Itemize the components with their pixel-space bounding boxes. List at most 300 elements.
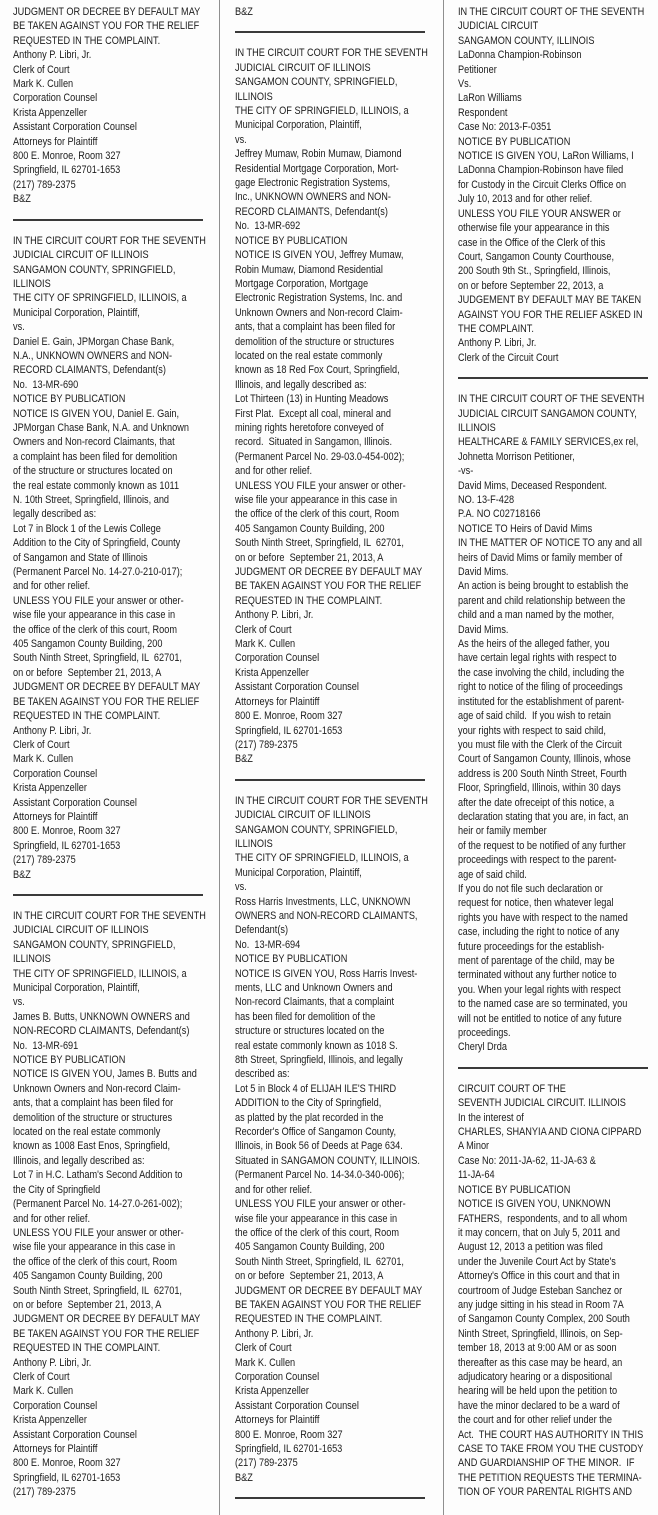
notice-line: you. When your legal rights with respect xyxy=(458,983,621,996)
notice-line: wise file your appearance in this case in xyxy=(13,609,176,622)
notice-line: Cheryl Drda xyxy=(458,1041,507,1054)
notice-line: proceedings with respect to the parent- xyxy=(458,854,617,867)
notice-line: adjudicatory hearing or a dispositional xyxy=(458,1370,613,1383)
notice-line: Lot 5 in Block 4 of ELIJAH ILE'S THIRD xyxy=(235,1082,397,1095)
notice-line: Mortgage Corporation, Mortgage xyxy=(235,277,369,290)
notice-line: N.A., UNKNOWN OWNERS and NON- xyxy=(13,349,173,362)
notice-line: Anthony P. Libri, Jr. xyxy=(13,724,92,737)
notice-line: thereafter as this case may be heard, an xyxy=(458,1356,623,1369)
notice-line: (217) 789-2375 xyxy=(235,1457,298,1470)
notice-line: Attorney's Office in this court and that in xyxy=(458,1270,620,1283)
notice-line: Springfield, IL 62701-1653 xyxy=(235,1443,343,1455)
notice-line: NOTICE BY PUBLICATION xyxy=(458,135,571,148)
notice-line: Krista Appenzeller xyxy=(13,782,87,795)
notice-line: wise file your appearance in this case in xyxy=(235,494,398,506)
notice-line: on or before September 22, 2013, a xyxy=(458,279,604,292)
notice-line: REQUESTED IN THE COMPLAINT. xyxy=(13,34,161,47)
notice-line: (217) 789-2375 xyxy=(13,1486,76,1499)
notice-line: SANGAMON COUNTY, SPRINGFIELD, xyxy=(235,823,398,836)
notice-line: have certain legal rights with respect to xyxy=(458,652,617,665)
notice-line: THE CITY OF SPRINGFIELD, ILLINOIS, a xyxy=(235,105,409,118)
notice-line: to the named case are so terminated, you xyxy=(458,998,628,1011)
section-divider xyxy=(235,31,425,33)
notice-line: Attorneys for Plaintiff xyxy=(13,810,98,823)
notice-line: Floor, Springfield, Illinois, within 30 days xyxy=(458,782,621,795)
notice-line: the case involving the child, including the xyxy=(458,666,625,679)
notice-line: South Ninth Street, Springfield, IL 62701, xyxy=(13,1284,182,1297)
notice-line: RECORD CLAIMANTS, Defendant(s) xyxy=(235,205,388,218)
notice-line: vs. xyxy=(13,321,25,334)
notice-line: CIRCUIT COURT OF THE xyxy=(458,1082,566,1095)
notice-line: of Sangamon and State of Illinois xyxy=(13,551,148,564)
notice-line: Krista Appenzeller xyxy=(13,106,87,119)
notice-line: instituted for the establishment of parent- xyxy=(458,695,625,708)
notice-line: JPMorgan Chase Bank, N.A. and Unknown xyxy=(13,421,189,434)
notice-line: the City of Springfield xyxy=(13,1183,101,1196)
notice-line: CASE TO TAKE FROM YOU THE CUSTODY xyxy=(458,1443,644,1455)
notice-line: An action is being brought to establish the xyxy=(458,580,629,593)
notice-line: Respondent xyxy=(458,106,508,119)
notice-line: NOTICE IS GIVEN YOU, Ross Harris Invest- xyxy=(235,967,418,980)
notice-line: NOTICE BY PUBLICATION xyxy=(458,1183,571,1196)
notice-line: ILLINOIS xyxy=(13,277,51,290)
notice-line: otherwise file your appearance in this xyxy=(458,222,610,235)
legal-notice xyxy=(235,5,443,19)
notice-line: JUDICIAL CIRCUIT OF ILLINOIS xyxy=(235,809,371,822)
notice-line: SANGAMON COUNTY, SPRINGFIELD, xyxy=(13,263,176,276)
notice-line: have the minor declared to be a ward of xyxy=(458,1399,620,1412)
notice-line: Anthony P. Libri, Jr. xyxy=(13,1356,92,1369)
notice-line: (Permanent Parcel No. 14-27.0-261-002); xyxy=(13,1198,183,1211)
notice-line: SANGAMON COUNTY, SPRINGFIELD, xyxy=(13,938,176,951)
notice-line: located on the real estate commonly xyxy=(235,349,383,362)
notice-line: David Mims. xyxy=(458,566,509,579)
notice-line: Owners and Non-record Claimants, that xyxy=(13,436,175,449)
notice-line: (217) 789-2375 xyxy=(13,178,76,191)
notice-line: as platted by the plat recorded in the xyxy=(235,1111,384,1124)
notice-line: ILLINOIS xyxy=(458,421,496,434)
notice-line: Case No: 2011-JA-62, 11-JA-63 & xyxy=(458,1154,596,1167)
notice-line: case, including the right to notice of any xyxy=(458,926,620,939)
notice-line: age of said child. xyxy=(458,868,527,881)
legal-notice xyxy=(13,909,219,1500)
notice-line: REQUESTED IN THE COMPLAINT. xyxy=(13,1342,161,1355)
notice-line: UNLESS YOU FILE your answer or other- xyxy=(13,1226,184,1239)
notice-line: Mark K. Cullen xyxy=(235,1356,296,1369)
notice-line: Krista Appenzeller xyxy=(235,666,309,679)
notice-line: NON-RECORD CLAIMANTS, Defendant(s) xyxy=(13,1025,190,1038)
notice-line: 11-JA-64 xyxy=(458,1169,495,1182)
notice-line: Krista Appenzeller xyxy=(13,1414,87,1427)
notice-line: N. 10th Street, Springfield, Illinois, and xyxy=(13,494,170,506)
notice-line: James B. Butts, UNKNOWN OWNERS and xyxy=(13,1010,190,1023)
notice-line: Lot 7 in H.C. Latham's Second Addition to xyxy=(13,1169,183,1182)
section-divider xyxy=(458,1067,648,1069)
notice-line: Krista Appenzeller xyxy=(235,1385,309,1398)
notice-line: NOTICE TO Heirs of David Mims xyxy=(458,522,593,535)
notice-line: CHARLES, SHANYIA AND CIONA CIPPARD xyxy=(458,1126,642,1139)
notice-line: vs. xyxy=(235,881,247,894)
notice-line: NOTICE IS GIVEN YOU, Jeffrey Mumaw, xyxy=(235,249,404,262)
notice-line: case in the Office of the Clerk of this xyxy=(458,236,606,249)
notice-line: heir or family member xyxy=(458,825,547,838)
notice-line: FATHERS, respondents, and to all whom xyxy=(458,1212,628,1225)
notice-line: Municipal Corporation, Plaintiff, xyxy=(235,119,362,132)
legal-notice xyxy=(235,46,443,766)
notice-line: SEVENTH JUDICIAL CIRCUIT. ILLINOIS xyxy=(458,1097,626,1110)
notice-line: demolition of the structure or structures xyxy=(13,1111,173,1124)
notice-line: legally described as: xyxy=(13,508,97,521)
notice-line: Case No: 2013-F-0351 xyxy=(458,121,552,134)
notice-line: NOTICE IS GIVEN YOU, Daniel E. Gain, xyxy=(13,407,180,420)
notice-line: NOTICE BY PUBLICATION xyxy=(235,953,348,966)
notice-line: address is 200 South Ninth Street, Fourth xyxy=(458,767,627,780)
notice-line: wise file your appearance in this case in xyxy=(13,1241,176,1254)
notice-line: a complaint has been filed for demolition xyxy=(13,450,178,463)
notice-line: JUDICIAL CIRCUIT SANGAMON COUNTY, xyxy=(458,407,637,420)
notice-line: Illinois, in Book 56 of Deeds at Page 634. xyxy=(235,1140,403,1153)
notice-line: of the structure or structures located on xyxy=(13,465,173,478)
notice-line: BE TAKEN AGAINST YOU FOR THE RELIEF xyxy=(13,20,200,33)
notice-line: (Permanent Parcel No. 29-03.0-454-002); xyxy=(235,450,405,463)
notice-line: South Ninth Street, Springfield, IL 62701, xyxy=(13,652,182,665)
notice-line: Ross Harris Investments, LLC, UNKNOWN xyxy=(235,895,411,908)
notice-line: JUDGEMENT BY DEFAULT MAY BE TAKEN xyxy=(458,294,642,307)
notice-line: Corporation Counsel xyxy=(13,92,98,105)
notice-line: the office of the clerk of this court, Room xyxy=(13,1255,178,1268)
notice-line: Inc., UNKNOWN OWNERS and NON- xyxy=(235,191,391,204)
notice-line: proceedings. xyxy=(458,1027,511,1040)
notice-line: LaDonna Champion-Robinson have filed xyxy=(458,164,624,177)
notice-line: BE TAKEN AGAINST YOU FOR THE RELIEF xyxy=(235,580,422,593)
notice-line: Assistant Corporation Counsel xyxy=(235,1399,359,1412)
notice-line: ILLINOIS xyxy=(235,90,273,103)
notice-line: on or before September 21, 2013, A xyxy=(13,1298,162,1311)
notice-line: hearing will be held upon the petition to xyxy=(458,1385,618,1398)
notice-line: ADDITION to the City of Springfield, xyxy=(235,1097,382,1110)
notice-line: OWNERS and NON-RECORD CLAIMANTS, xyxy=(235,909,418,922)
section-divider xyxy=(13,894,203,896)
notice-line: Municipal Corporation, Plaintiff, xyxy=(13,982,140,994)
notice-line: Petitioner xyxy=(458,63,497,76)
notice-line: IN THE CIRCUIT COURT FOR THE SEVENTH xyxy=(13,234,206,247)
notice-line: First Plat. Except all coal, mineral and xyxy=(235,407,392,420)
notice-line: after the date ofreceipt of this notice, a xyxy=(458,796,615,809)
notice-line: JUDGMENT OR DECREE BY DEFAULT MAY xyxy=(13,1313,201,1326)
notice-line: BE TAKEN AGAINST YOU FOR THE RELIEF xyxy=(13,1327,200,1340)
notice-line: THE COMPLAINT. xyxy=(458,322,534,335)
notice-line: Defendant(s) xyxy=(235,924,289,937)
notice-line: wise file your appearance in this case in xyxy=(235,1212,398,1225)
notice-line: Clerk of the Circuit Court xyxy=(458,351,559,364)
notice-line: SANGAMON COUNTY, ILLINOIS xyxy=(458,34,595,47)
notice-line: Anthony P. Libri, Jr. xyxy=(458,337,537,350)
notice-line: Electronic Registration Systems, Inc. and xyxy=(235,292,403,305)
notice-line: 800 E. Monroe, Room 327 xyxy=(13,1457,121,1470)
notice-line: vs. xyxy=(13,996,25,1009)
legal-notice xyxy=(235,794,443,1486)
notice-line: 800 E. Monroe, Room 327 xyxy=(13,150,121,163)
notice-line: the office of the clerk of this court, Room xyxy=(13,623,178,636)
notice-line: THE PETITION REQUESTS THE TERMINA- xyxy=(458,1471,642,1484)
notice-line: terminated without any further notice to xyxy=(458,969,617,982)
notice-line: and for other relief. xyxy=(235,465,313,478)
notice-line: Court, Sangamon County Courthouse, xyxy=(458,250,615,263)
notice-line: Anthony P. Libri, Jr. xyxy=(13,49,92,62)
notice-line: UNLESS YOU FILE your answer or other- xyxy=(235,479,406,492)
notice-line: David Mims, Deceased Respondent. xyxy=(458,479,607,492)
notice-line: B&Z xyxy=(13,193,31,206)
notice-line: will not be entitled to notice of any future xyxy=(458,1012,622,1025)
notice-line: Mark K. Cullen xyxy=(13,1385,74,1398)
notice-line: UNLESS YOU FILE YOUR ANSWER or xyxy=(458,207,621,220)
notice-line: ants, that a complaint has been filed for xyxy=(13,1097,174,1110)
notice-line: Lot 7 in Block 1 of the Lewis College xyxy=(13,522,161,535)
notice-line: THE CITY OF SPRINGFIELD, ILLINOIS, a xyxy=(235,852,409,865)
notice-line: on or before September 21, 2013, A xyxy=(13,666,162,679)
notice-line: Anthony P. Libri, Jr. xyxy=(235,609,314,622)
notice-line: LaDonna Champion-Robinson xyxy=(458,49,582,62)
legal-notice xyxy=(458,1082,658,1500)
notice-line: Clerk of Court xyxy=(235,623,292,636)
notice-line: NOTICE BY PUBLICATION xyxy=(235,234,348,247)
notice-line: Illinois, and legally described as: xyxy=(13,1154,145,1167)
notice-line: JUDICIAL CIRCUIT OF ILLINOIS xyxy=(13,924,149,937)
notice-line: 800 E. Monroe, Room 327 xyxy=(235,1428,343,1441)
notice-line: B&Z xyxy=(235,1471,253,1484)
notice-line: Corporation Counsel xyxy=(235,1370,320,1383)
legal-notice xyxy=(13,234,219,882)
notice-line: BE TAKEN AGAINST YOU FOR THE RELIEF xyxy=(13,695,200,708)
notice-line: demolition of the structure or structures xyxy=(235,335,395,348)
notice-line: B&Z xyxy=(13,868,31,881)
notice-line: B&Z xyxy=(235,6,253,18)
notice-line: under the Juvenile Court Act by State's xyxy=(458,1255,616,1268)
notice-line: known as 1008 East Enos, Springfield, xyxy=(13,1140,171,1153)
notice-line: gage Electronic Registration Systems, xyxy=(235,177,391,190)
notice-line: IN THE CIRCUIT COURT FOR THE SEVENTH xyxy=(13,909,206,922)
notice-line: Vs. xyxy=(458,78,472,91)
notice-line: and for other relief. xyxy=(13,1212,91,1225)
notice-line: Unknown Owners and Non-record Claim- xyxy=(235,306,403,319)
notice-line: located on the real estate commonly xyxy=(13,1126,161,1139)
notice-line: B&Z xyxy=(235,753,253,766)
notice-line: Municipal Corporation, Plaintiff, xyxy=(13,306,140,319)
notice-line: -vs- xyxy=(458,465,474,478)
notice-line: Springfield, IL 62701-1653 xyxy=(13,839,121,852)
notice-line: the court and for other relief under the xyxy=(458,1414,613,1427)
notice-line: Anthony P. Libri, Jr. xyxy=(235,1327,314,1340)
notice-line: NO. 13-F-428 xyxy=(458,494,515,506)
notice-line: UNLESS YOU FILE your answer or other- xyxy=(235,1198,406,1211)
notice-column-3 xyxy=(443,0,658,1515)
notice-line: Mark K. Cullen xyxy=(235,638,296,651)
notice-line: UNLESS YOU FILE your answer or other- xyxy=(13,594,184,607)
notice-line: August 12, 2013 a petition was filed xyxy=(458,1241,603,1254)
notice-line: SANGAMON COUNTY, SPRINGFIELD, xyxy=(235,76,398,89)
notice-line: JUDGMENT OR DECREE BY DEFAULT MAY xyxy=(235,1284,423,1297)
notice-line: Act. THE COURT HAS AUTHORITY IN THIS xyxy=(458,1428,644,1441)
notice-line: structure or structures located on the xyxy=(235,1025,385,1038)
notice-line: Unknown Owners and Non-record Claim- xyxy=(13,1082,181,1095)
notice-line: mining rights heretofore conveyed of xyxy=(235,421,384,434)
notice-line: for Custody in the Circuit Clerks Office on xyxy=(458,178,627,191)
notice-line: As the heirs of the alleged father, you xyxy=(458,638,610,651)
notice-line: Robin Mumaw, Diamond Residential xyxy=(235,263,383,276)
notice-line: record. Situated in Sangamon, Illinois. xyxy=(235,436,393,449)
notice-line: No. 13-MR-690 xyxy=(13,378,79,391)
notice-line: JUDGMENT OR DECREE BY DEFAULT MAY xyxy=(13,681,201,694)
notice-line: ments, LLC and Unknown Owners and xyxy=(235,982,393,994)
notice-line: July 10, 2013 and for other relief. xyxy=(458,193,593,206)
notice-line: real estate commonly known as 1018 S. xyxy=(235,1039,398,1052)
notice-line: ants, that a complaint has been filed for xyxy=(235,321,396,334)
notice-line: declaration stating that you are, in fact, an xyxy=(458,810,629,823)
notice-line: parent and child relationship between the xyxy=(458,594,626,607)
notice-line: Ninth Street, Springfield, Illinois, on Sep- xyxy=(458,1327,623,1340)
notice-line: No. 13-MR-694 xyxy=(235,938,301,951)
notice-line: vs. xyxy=(235,133,247,146)
notice-line: Daniel E. Gain, JPMorgan Chase Bank, xyxy=(13,335,175,348)
notice-line: HEALTHCARE & FAMILY SERVICES,ex rel, xyxy=(458,436,639,449)
notice-line: Assistant Corporation Counsel xyxy=(13,796,137,809)
notice-line: described as: xyxy=(235,1068,290,1081)
notice-line: P.A. NO C02718166 xyxy=(458,508,541,521)
section-divider xyxy=(235,779,425,781)
notice-line: age of said child. If you wish to retain xyxy=(458,710,611,723)
notice-line: the office of the clerk of this court, Room xyxy=(235,508,400,521)
notice-line: on or before September 21, 2013, A xyxy=(235,1270,384,1283)
section-divider xyxy=(235,1497,425,1499)
notice-line: of Sangamon County Complex, 200 South xyxy=(458,1313,630,1326)
notice-line: IN THE CIRCUIT COURT OF THE SEVENTH xyxy=(458,393,645,406)
legal-notice xyxy=(458,392,658,1055)
notice-line: Jeffrey Mumaw, Robin Mumaw, Diamond xyxy=(235,148,402,161)
notice-line: Corporation Counsel xyxy=(13,1399,98,1412)
notice-line: it may concern, that on July 5, 2011 and xyxy=(458,1226,621,1239)
notice-line: NOTICE BY PUBLICATION xyxy=(13,393,126,406)
notice-line: Corporation Counsel xyxy=(13,767,98,780)
notice-line: No. 13-MR-691 xyxy=(13,1039,79,1052)
notice-line: child and a man named by the mother, xyxy=(458,609,615,622)
notice-line: 405 Sangamon County Building, 200 xyxy=(13,638,163,651)
notice-line: IN THE CIRCUIT COURT OF THE SEVENTH xyxy=(458,6,645,18)
notice-line: Attorneys for Plaintiff xyxy=(235,695,320,708)
notice-line: Court of Sangamon County, Illinois, whose xyxy=(458,753,631,766)
notice-line: future proceedings for the establish- xyxy=(458,940,605,953)
notice-line: Assistant Corporation Counsel xyxy=(235,681,359,694)
notice-line: 405 Sangamon County Building, 200 xyxy=(13,1270,163,1283)
notice-line: and for other relief. xyxy=(13,580,91,593)
notice-line: Springfield, IL 62701-1653 xyxy=(13,1471,121,1484)
notice-line: THE CITY OF SPRINGFIELD, ILLINOIS, a xyxy=(13,967,187,980)
notice-line: Illinois, and legally described as: xyxy=(235,378,367,391)
notice-line: IN THE CIRCUIT COURT FOR THE SEVENTH xyxy=(235,47,428,60)
notice-column-1 xyxy=(0,0,219,1515)
notice-line: JUDGMENT OR DECREE BY DEFAULT MAY xyxy=(13,6,201,18)
notice-line: THE CITY OF SPRINGFIELD, ILLINOIS, a xyxy=(13,292,187,305)
notice-line: the office of the clerk of this court, Room xyxy=(235,1226,400,1239)
notice-line: REQUESTED IN THE COMPLAINT. xyxy=(235,594,383,607)
notice-line: JUDICIAL CIRCUIT OF ILLINOIS xyxy=(235,61,371,74)
notice-line: In the interest of xyxy=(458,1111,524,1124)
notice-line: Situated in SANGAMON COUNTY, ILLINOIS. xyxy=(235,1154,420,1167)
notice-line: Municipal Corporation, Plaintiff, xyxy=(235,866,362,879)
notice-line: Springfield, IL 62701-1653 xyxy=(13,164,121,177)
notice-line: on or before September 21, 2013, A xyxy=(235,551,384,564)
notice-line: and for other relief. xyxy=(235,1183,313,1196)
notice-column-2 xyxy=(219,0,443,1515)
notice-line: Springfield, IL 62701-1653 xyxy=(235,724,343,737)
notice-line: Addition to the City of Springfield, County xyxy=(13,537,181,550)
notice-line: of the request to be notified of any further xyxy=(458,839,626,852)
notice-line: (217) 789-2375 xyxy=(235,738,298,751)
section-divider xyxy=(458,377,648,379)
notice-line: South Ninth Street, Springfield, IL 62701, xyxy=(235,1255,404,1268)
notice-line: ILLINOIS xyxy=(235,837,273,850)
notice-line: No. 13-MR-692 xyxy=(235,220,301,233)
notice-line: (Permanent Parcel No. 14-27.0-210-017); xyxy=(13,566,183,579)
notice-line: Clerk of Court xyxy=(13,1370,70,1383)
notice-line: AND GUARDIANSHIP OF THE MINOR. IF xyxy=(458,1457,635,1470)
notice-line: 200 South 9th St., Springfield, Illinois, xyxy=(458,265,611,278)
notice-line: RECORD CLAIMANTS, Defendant(s) xyxy=(13,364,166,377)
notice-line: (217) 789-2375 xyxy=(13,854,76,867)
notice-line: If you do not file such declaration or xyxy=(458,882,603,895)
notice-line: has been filed for demolition of the xyxy=(235,1010,376,1023)
notice-line: you must file with the Clerk of the Circuit xyxy=(458,738,622,751)
notice-line: Clerk of Court xyxy=(13,63,70,76)
section-divider xyxy=(13,219,203,221)
notice-line: Recorder's Office of Sangamon County, xyxy=(235,1126,397,1139)
notice-line: right to notice of the filing of proceedings xyxy=(458,681,623,694)
notice-line: AGAINST YOU FOR THE RELIEF ASKED IN xyxy=(458,308,643,321)
notice-line: Assistant Corporation Counsel xyxy=(13,121,137,134)
notice-line: 800 E. Monroe, Room 327 xyxy=(235,710,343,723)
notice-line: TION OF YOUR PARENTAL RIGHTS AND xyxy=(458,1486,632,1499)
notice-line: any judge sitting in his stead in Room 7A xyxy=(458,1298,624,1311)
notice-line: known as 18 Red Fox Court, Springfield, xyxy=(235,364,400,377)
notice-line: LaRon Williams xyxy=(458,92,522,105)
legal-notice xyxy=(458,5,658,365)
notice-line: Residential Mortgage Corporation, Mort- xyxy=(235,162,399,175)
notice-line: Attorneys for Plaintiff xyxy=(13,1443,98,1455)
notice-line: heirs of David Mims or family member of xyxy=(458,551,623,564)
notice-line: NOTICE BY PUBLICATION xyxy=(13,1054,126,1067)
notice-line: A Minor xyxy=(458,1140,490,1153)
notice-line: 405 Sangamon County Building, 200 xyxy=(235,522,385,535)
notice-line: Non-record Claimants, that a complaint xyxy=(235,996,395,1009)
notice-line: Clerk of Court xyxy=(235,1342,292,1355)
notice-line: Attorneys for Plaintiff xyxy=(13,135,98,148)
notice-line: 800 E. Monroe, Room 327 xyxy=(13,825,121,838)
notice-line: Lot Thirteen (13) in Hunting Meadows xyxy=(235,393,389,406)
notice-line: tember 18, 2013 at 9:00 AM or as soon xyxy=(458,1342,617,1355)
notice-line: Corporation Counsel xyxy=(235,652,320,665)
legal-notice xyxy=(13,5,219,207)
notice-line: JUDICIAL CIRCUIT xyxy=(458,20,539,33)
notice-line: Clerk of Court xyxy=(13,738,70,751)
notice-line: ILLINOIS xyxy=(13,953,51,966)
notice-line: Assistant Corporation Counsel xyxy=(13,1428,137,1441)
notice-line: REQUESTED IN THE COMPLAINT. xyxy=(13,710,161,723)
notice-line: (Permanent Parcel No. 14-34.0-340-006); xyxy=(235,1169,405,1182)
notice-line: 8th Street, Springfield, Illinois, and legally xyxy=(235,1054,403,1067)
notice-line: 405 Sangamon County Building, 200 xyxy=(235,1241,385,1254)
notice-line: Mark K. Cullen xyxy=(13,78,74,91)
notice-line: request for notice, then whatever legal xyxy=(458,897,614,910)
notice-line: ment of parentage of the child, may be xyxy=(458,955,615,967)
